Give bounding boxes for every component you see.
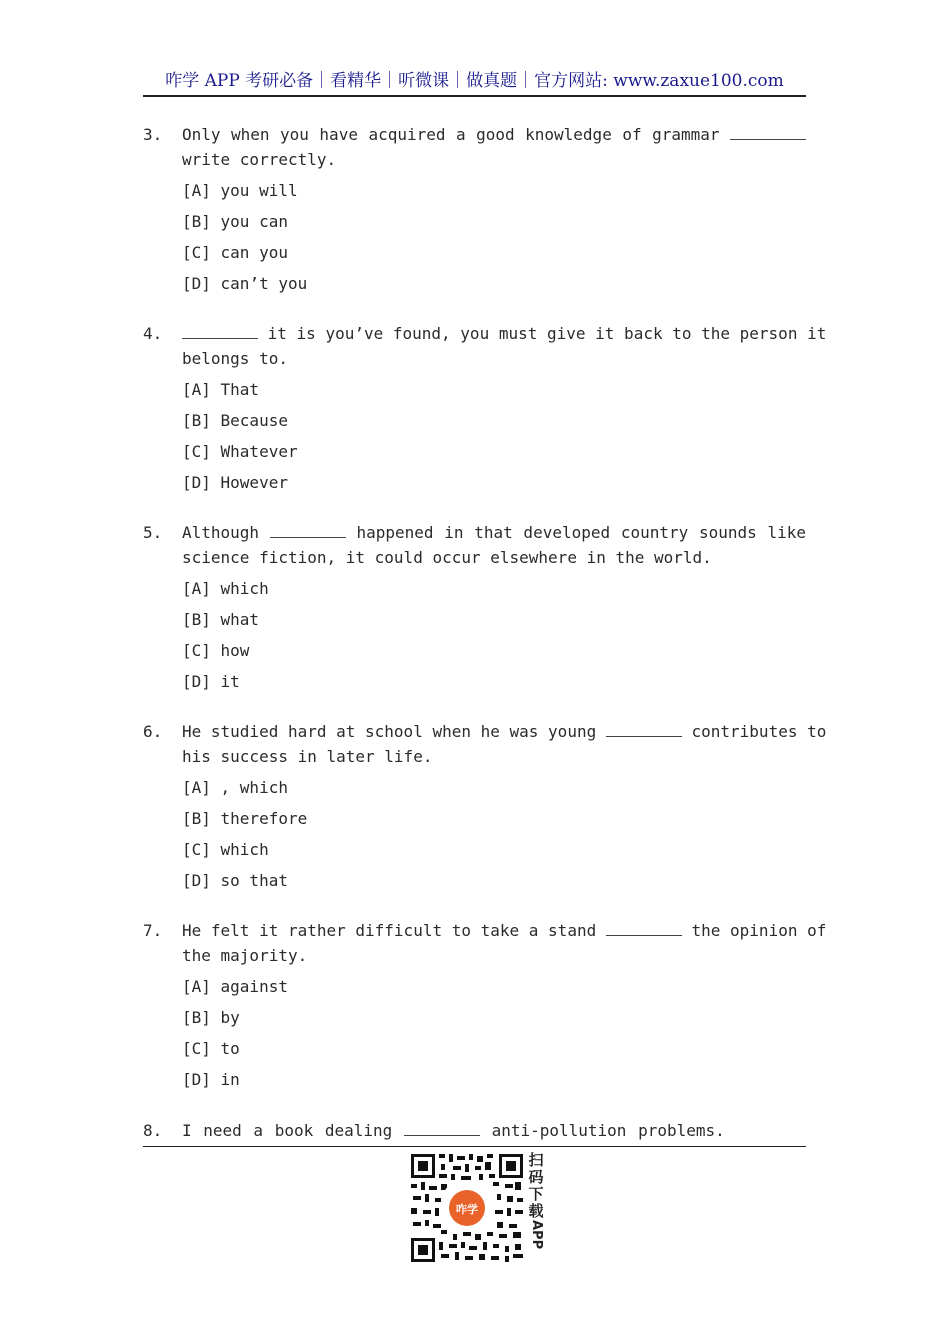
question-number: 6. bbox=[143, 722, 163, 741]
option-b[interactable]: [B] Because bbox=[182, 411, 288, 430]
option-a[interactable]: [A] That bbox=[182, 380, 260, 399]
question-number: 7. bbox=[143, 921, 163, 940]
option-d[interactable]: [D] However bbox=[182, 473, 288, 492]
option-d[interactable]: [D] so that bbox=[182, 871, 288, 890]
option-a[interactable]: [A] which bbox=[182, 579, 269, 598]
question-stem-line2: science fiction, it could occur elsewhere in the world. bbox=[182, 548, 712, 567]
option-c[interactable]: [C] can you bbox=[182, 243, 288, 262]
question-stem-line1: Only when you have acquired a good knowledge of grammar bbox=[182, 122, 806, 147]
question-8 bbox=[143, 1118, 806, 1143]
option-b[interactable]: [B] therefore bbox=[182, 809, 308, 828]
option-c[interactable]: [C] which bbox=[182, 840, 269, 859]
option-d[interactable]: [D] it bbox=[182, 672, 240, 691]
page-header: 咋学 APP 考研必备｜看精华｜听微课｜做真题｜官方网站: www.zaxue100.com bbox=[165, 71, 784, 91]
answer-blank bbox=[404, 1121, 480, 1136]
question-stem-line1: Although happened in that developed country sounds like bbox=[182, 523, 806, 542]
footer-rule bbox=[143, 1146, 806, 1147]
question-stem-line2: his success in later life. bbox=[182, 747, 433, 766]
option-c[interactable]: [C] to bbox=[182, 1039, 240, 1058]
option-a[interactable]: [A] you will bbox=[182, 181, 298, 200]
question-5 bbox=[143, 520, 806, 570]
qr-caption: 扫 码 下 载 APP bbox=[528, 1151, 544, 1250]
option-c[interactable]: [C] how bbox=[182, 641, 250, 660]
header-rule bbox=[143, 95, 806, 97]
question-stem-line1: He studied hard at school when he was young contributes to bbox=[182, 722, 827, 741]
question-4 bbox=[143, 321, 827, 371]
question-6 bbox=[143, 719, 827, 769]
question-stem-line2: belongs to. bbox=[182, 349, 288, 368]
option-d[interactable]: [D] can’t you bbox=[182, 274, 308, 293]
qr-code-graphic bbox=[409, 1152, 525, 1264]
question-stem-line2: write correctly. bbox=[182, 150, 337, 169]
question-stem-line2: the majority. bbox=[182, 946, 308, 965]
answer-blank bbox=[730, 125, 806, 140]
qr-code-icon[interactable] bbox=[409, 1152, 525, 1264]
question-7 bbox=[143, 918, 827, 968]
option-a[interactable]: [A] against bbox=[182, 977, 288, 996]
question-number: 8. bbox=[143, 1121, 163, 1140]
option-b[interactable]: [B] what bbox=[182, 610, 260, 629]
option-d[interactable]: [D] in bbox=[182, 1070, 240, 1089]
question-number: 3. bbox=[143, 125, 163, 144]
svg-text:咋学: 咋学 bbox=[456, 1203, 478, 1216]
question-stem-line1: He felt it rather difficult to take a stand the opinion of bbox=[182, 921, 827, 940]
option-b[interactable]: [B] you can bbox=[182, 212, 288, 231]
question-stem-line1: it is you’ve found, you must give it back to the person it bbox=[182, 321, 806, 346]
option-c[interactable]: [C] Whatever bbox=[182, 442, 298, 461]
question-number: 5. bbox=[143, 523, 163, 542]
question-stem-line1: I need a book dealing anti-pollution problems. bbox=[182, 1121, 725, 1140]
answer-blank bbox=[606, 722, 682, 737]
option-a[interactable]: [A] , which bbox=[182, 778, 288, 797]
option-b[interactable]: [B] by bbox=[182, 1008, 240, 1027]
answer-blank bbox=[270, 523, 346, 538]
question-3 bbox=[143, 122, 806, 172]
answer-blank bbox=[182, 324, 258, 339]
question-number: 4. bbox=[143, 324, 163, 343]
answer-blank bbox=[606, 921, 682, 936]
